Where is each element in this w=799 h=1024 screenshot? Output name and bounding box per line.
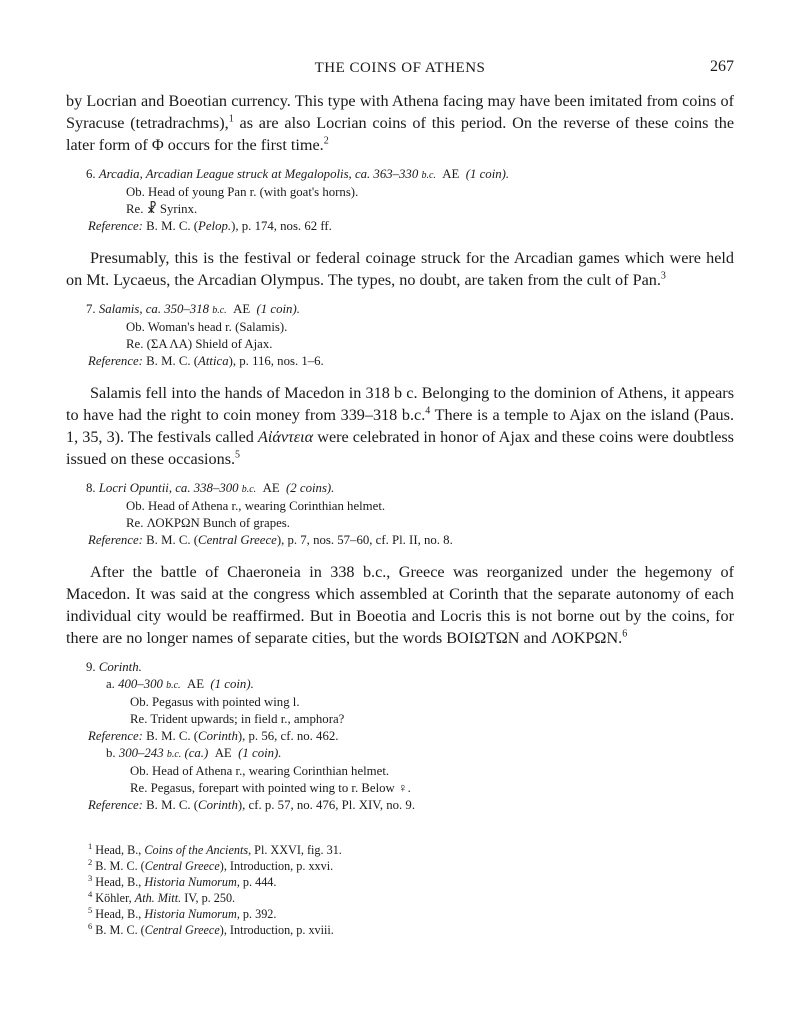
- footnote-text: Head, B.,: [92, 843, 145, 857]
- reference-label: Reference:: [88, 798, 143, 812]
- entry-title: Locri Opuntii, ca. 338–300: [98, 481, 239, 495]
- paragraph-text: There is a temple to Ajax on the island (Paus. 1, 35, 3). The festivals called: [66, 406, 734, 446]
- footnote-number: 5: [88, 904, 93, 915]
- entry-reference: [66, 218, 734, 235]
- paragraph-arcadia: [66, 247, 734, 291]
- reference-suffix: ), p. 7, nos. 57–60, cf. Pl. II, no. 8.: [276, 533, 453, 547]
- entry-reverse: Re. (ΣΑ ΛΑ) Shield of Ajax.: [126, 337, 273, 351]
- intro-text-a: by Locrian and Boeotian currency. This type with Athena facing may have been imitated from coins of Syracuse (tetradrachms),: [66, 92, 734, 132]
- footnote-number: 1: [88, 840, 93, 851]
- entry-obverse: Ob. Head of young Pan r. (with goat's horns).: [126, 185, 359, 199]
- catalog-entry-7: [66, 301, 734, 370]
- sub-entry-label: a.: [106, 677, 115, 691]
- footnote: [88, 906, 734, 922]
- footnote-work: Central Greece: [144, 859, 220, 873]
- footnote-work: Central Greece: [144, 923, 220, 937]
- reference-prefix: B. M. C. (: [142, 354, 199, 368]
- page-number: 267: [710, 58, 734, 75]
- footnote-text: B. M. C. (: [92, 923, 145, 937]
- entry-number: 9.: [86, 660, 96, 674]
- entry-number: 6.: [86, 167, 96, 181]
- entry-title: Corinth.: [98, 660, 142, 674]
- footnote: [88, 922, 734, 938]
- intro-paragraph: [66, 90, 734, 156]
- entry-heading: [66, 166, 734, 184]
- footnotes: [66, 842, 734, 938]
- reference-work: Central Greece: [198, 533, 277, 547]
- entry-metal: AE: [214, 746, 232, 760]
- entry-circa: (ca.): [184, 746, 209, 760]
- footnote-work: Historia Numorum: [144, 875, 237, 889]
- footnote-text: Head, B.,: [92, 907, 145, 921]
- paragraph-text: Salamis fell into the hands of Macedon in 318 b c. Belonging to the dominion of Athens, it appears to have had the right to coin money from 339–318 b.c.: [66, 384, 734, 424]
- reference-prefix: B. M. C. (: [142, 533, 199, 547]
- reference-label: Reference:: [88, 533, 143, 547]
- reference-prefix: B. M. C. (: [142, 219, 199, 233]
- footnote-ref: 5: [235, 449, 241, 461]
- reference-suffix: ), p. 174, nos. 62 ff.: [231, 219, 332, 233]
- reference-label: Reference:: [88, 729, 143, 743]
- entry-reference: [66, 728, 734, 745]
- catalog-entry-9: [66, 659, 734, 814]
- footnote-text: Köhler,: [92, 891, 135, 905]
- footnote-text: , Pl. XXVI, fig. 31.: [248, 843, 342, 857]
- footnote-work: Ath. Mitt.: [134, 891, 182, 905]
- entry-bc: b.c.: [166, 680, 181, 691]
- footnote: [88, 874, 734, 890]
- footnote-work: Coins of the Ancients: [144, 843, 249, 857]
- greek-term: Αἰάντεια: [257, 428, 314, 446]
- footnote: [88, 858, 734, 874]
- footnote-number: 3: [88, 872, 93, 883]
- reference-suffix: ), p. 56, cf. no. 462.: [237, 729, 339, 743]
- entry-reverse: Re. Trident upwards; in field r., amphora?: [130, 712, 345, 726]
- paragraph-text: After the battle of Chaeroneia in 338 b.c., Greece was reorganized under the hegemony of Macedon. It was said at the congress which assembled at Corinth that the separate autonomy of each individual city would be reaffirmed. But in Boeotia and Locris this is not borne out by the coins, for there are no longer names of separate cities, but the words ΒΟΙΩΤΩΝ and ΛΟΚΡΩΝ.: [66, 563, 734, 647]
- reference-work: Corinth: [198, 729, 238, 743]
- paragraph-text: Presumably, this is the festival or federal coinage struck for the Arcadian games which were held on Mt. Lycaeus, the Arcadian Olympus. The types, no doubt, are taken from the cult of Pan.: [66, 249, 734, 289]
- entry-metal: AE: [442, 167, 460, 181]
- footnote-ref: 1: [228, 113, 234, 125]
- footnote-number: 2: [88, 856, 93, 867]
- footnote-text: ), Introduction, p. xxvi.: [219, 859, 334, 873]
- intro-text-b: as are also Locrian coins of this period. On the reverse of these coins the later form of Φ occurs for the first time.: [66, 114, 735, 154]
- paragraph-chaeroneia: [66, 561, 734, 649]
- sub-entry-label: b.: [106, 746, 116, 760]
- entry-title: Salamis, ca. 350–318: [98, 302, 210, 316]
- footnote-text: , p. 444.: [236, 875, 277, 889]
- entry-bc: b.c.: [212, 305, 227, 316]
- footnote-number: 6: [88, 920, 93, 931]
- entry-reference: [66, 353, 734, 370]
- footnote-ref: 2: [323, 135, 329, 147]
- entry-bc: b.c.: [241, 484, 257, 495]
- footnote-ref: 4: [425, 405, 431, 417]
- reference-work: Pelop.: [198, 219, 232, 233]
- reference-prefix: B. M. C. (: [142, 798, 199, 812]
- document-page: [66, 58, 734, 938]
- reference-suffix: ), p. 116, nos. 1–6.: [228, 354, 324, 368]
- reference-prefix: B. M. C. (: [142, 729, 199, 743]
- entry-obverse: Ob. Head of Athena r., wearing Corinthian helmet.: [126, 499, 386, 513]
- entry-bc: b.c.: [166, 749, 182, 760]
- entry-heading: [66, 301, 734, 319]
- reference-work: Corinth: [198, 798, 238, 812]
- entry-reference: [66, 532, 734, 549]
- entry-reverse: Re. ☧ Syrinx.: [126, 202, 198, 216]
- sub-entry-a-heading: [66, 676, 734, 694]
- paragraph-salamis: [66, 382, 734, 470]
- footnote: [88, 890, 734, 906]
- entry-metal: AE: [233, 302, 251, 316]
- footnote: [88, 842, 734, 858]
- entry-heading: [66, 659, 734, 676]
- entry-count: (1 coin).: [465, 167, 510, 181]
- catalog-entry-8: [66, 480, 734, 549]
- sub-entry-b-heading: [66, 745, 734, 763]
- sub-entry-date: 300–243: [118, 746, 164, 760]
- reference-work: Attica: [198, 354, 229, 368]
- footnote-text: Head, B.,: [92, 875, 145, 889]
- page-header: [66, 58, 734, 82]
- entry-metal: AE: [262, 481, 280, 495]
- footnote-work: Historia Numorum: [144, 907, 237, 921]
- entry-reverse: Re. Pegasus, forepart with pointed wing to r. Below ♀.: [130, 781, 411, 795]
- sub-entry-date: 400–300: [118, 677, 163, 691]
- entry-reverse: Re. ΛΟΚΡΩΝ Bunch of grapes.: [126, 516, 290, 530]
- running-title: THE COINS OF ATHENS: [314, 60, 486, 76]
- entry-obverse: Ob. Pegasus with pointed wing l.: [130, 695, 300, 709]
- footnote-ref: 3: [660, 270, 666, 282]
- reference-label: Reference:: [88, 219, 143, 233]
- entry-obverse: Ob. Head of Athena r., wearing Corinthian helmet.: [130, 764, 390, 778]
- entry-title: Arcadia, Arcadian League struck at Megalopolis, ca. 363–330: [98, 167, 419, 181]
- entry-count: (1 coin).: [210, 677, 254, 691]
- footnote-ref: 6: [622, 628, 628, 640]
- footnote-text: B. M. C. (: [92, 859, 145, 873]
- entry-heading: [66, 480, 734, 498]
- entry-number: 7.: [86, 302, 96, 316]
- entry-count: (1 coin).: [238, 746, 282, 760]
- footnote-text: IV, p. 250.: [181, 891, 236, 905]
- catalog-entry-6: [66, 166, 734, 235]
- reference-label: Reference:: [88, 354, 143, 368]
- entry-count: (1 coin).: [256, 302, 300, 316]
- entry-number: 8.: [86, 481, 96, 495]
- footnote-text: , p. 392.: [236, 907, 277, 921]
- reference-suffix: ), cf. p. 57, no. 476, Pl. XIV, no. 9.: [237, 798, 416, 812]
- paragraph-text: were celebrated in honor of Ajax and these coins were doubtless issued on these occasions.: [66, 428, 734, 468]
- footnote-text: ), Introduction, p. xviii.: [219, 923, 334, 937]
- entry-obverse: Ob. Woman's head r. (Salamis).: [126, 320, 288, 334]
- entry-count: (2 coins).: [286, 481, 335, 495]
- entry-bc: b.c.: [421, 170, 436, 181]
- entry-reference: [66, 797, 734, 814]
- entry-metal: AE: [186, 677, 205, 691]
- footnote-number: 4: [88, 888, 93, 899]
